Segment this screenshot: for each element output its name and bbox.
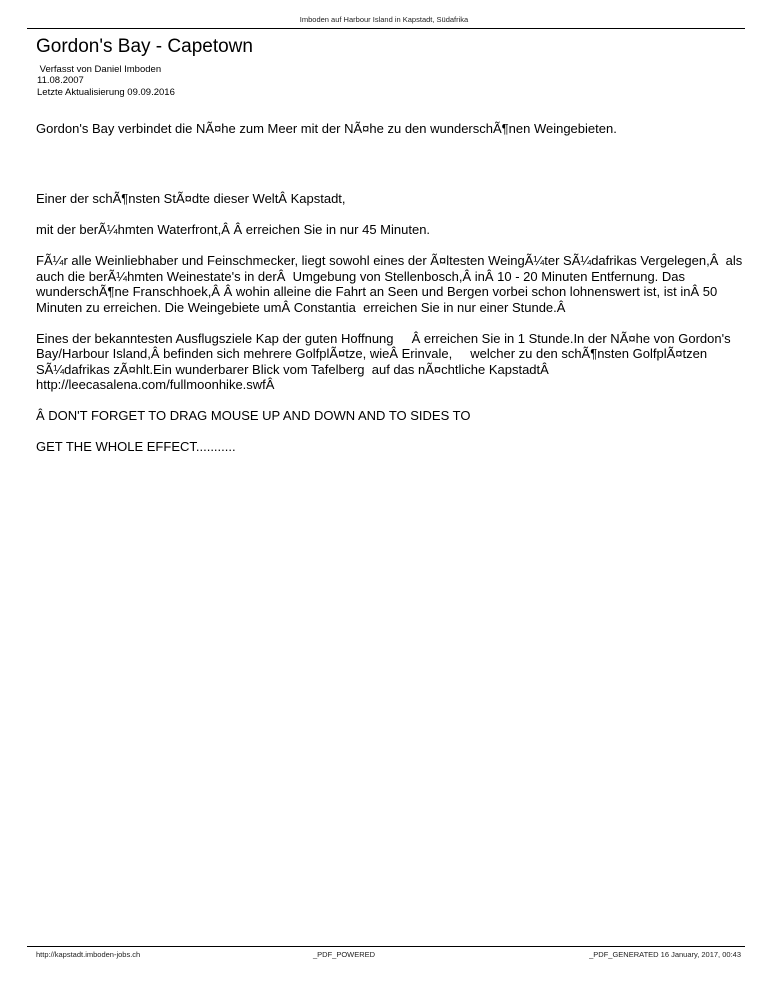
paragraph-capetown: Einer der schÃ¶nsten StÃ¤dte dieser WeltÂ Kapstadt, [36, 191, 346, 206]
footer-url-link[interactable]: http://kapstadt.imboden-jobs.ch [36, 950, 141, 959]
running-header: Imboden auf Harbour Island in Kapstadt, Südafrika [299, 15, 469, 24]
article-title: Gordon's Bay - Capetown [36, 36, 253, 57]
paragraph-drag-note: Â DON'T FORGET TO DRAG MOUSE UP AND DOWN AND TO SIDES TO [36, 408, 471, 423]
last-updated: Letzte Aktualisierung 09.09.2016 [37, 86, 175, 98]
footer-powered: _PDF_POWERED [313, 950, 376, 959]
paragraph-waterfront: mit der berÃ¼hmten Waterfront,Â Â erreichen Sie in nur 45 Minuten. [36, 222, 431, 237]
paragraph-wine: FÃ¼r alle Weinliebhaber und Feinschmecker, liegt sowohl eines der Ã¤ltesten WeingÃ¼ter SÃ¼dafrikas Vergelegen,Â als auch die berÃ¼hmten Weinestate's in derÂ Umgebung von Stellenbosch,Â inÂ 10 - 20 Minuten Entfernung. Das wunderschÃ¶ne Franschhoek,Â Â wohin alleine die Fahrt an Seen und Bergen vorbei schon lohnenswert ist, ist inÂ 50 Minuten zu erreichen. Die Weingebiete umÂ Constantia erreichen Sie in nur einer Stunde.Â [36, 253, 746, 315]
footer-divider [27, 946, 745, 947]
publish-date: 11.08.2007 [37, 75, 84, 87]
header-divider [27, 28, 745, 29]
article-meta [37, 64, 175, 98]
paragraph-intro: Gordon's Bay verbindet die NÃ¤he zum Meer mit der NÃ¤he zu den wunderschÃ¶nen Weingebieten. [36, 121, 617, 136]
footer-generated: _PDF_GENERATED 16 January, 2017, 00:43 [589, 950, 741, 959]
author-line: Verfasst von Daniel Imboden [37, 64, 162, 75]
paragraph-effect: GET THE WHOLE EFFECT........... [36, 439, 236, 454]
paragraph-excursions: Eines der bekanntesten Ausflugsziele Kap der guten Hoffnung Â erreichen Sie in 1 Stunde.In der NÃ¤he von Gordon's Bay/Harbour Island,Â befinden sich mehrere GolfplÃ¤tze, wieÂ Erinvale, welcher zu den schÃ¶nsten GolfplÃ¤tzen SÃ¼dafrikas zÃ¤hlt.Ein wunderbarer Blick vom Tafelberg auf das nÃ¤chtliche KapstadtÂ http://leecasalena.com/fullmoonhike.swfÂ [36, 330, 735, 392]
article-body [36, 121, 746, 455]
